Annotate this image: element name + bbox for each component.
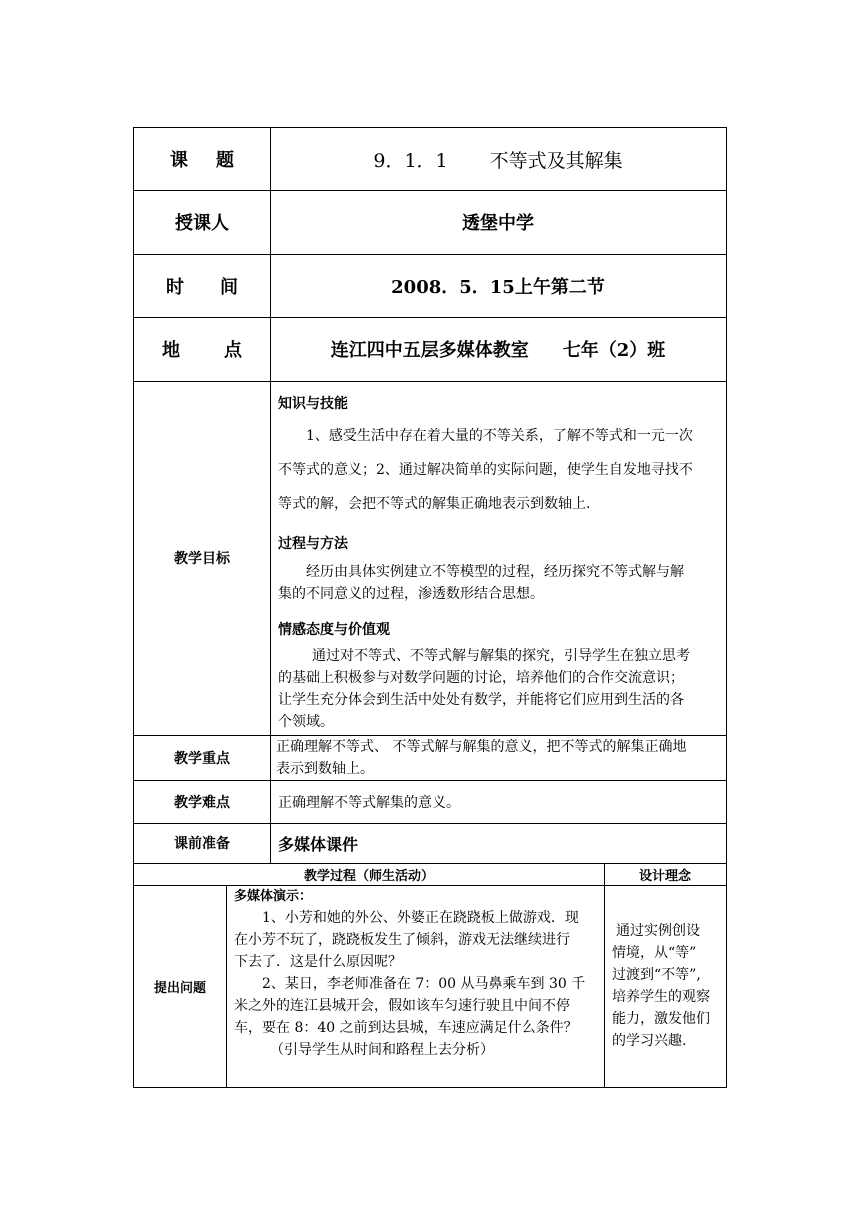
demo-title: 多媒体演示：	[234, 889, 313, 904]
key-points-label: 教学重点	[174, 750, 230, 767]
emotion-text: 通过对不等式、不等式解与解集的探究，引导学生在独立思考 的基础上积极参与对数学问题的讨论，培养他们的合作交流意识； 让学生充分体会到生活中处处有数学，并能将它们应用到生活的各 个领域。	[278, 648, 690, 730]
process-header-design: 设计理念	[638, 868, 691, 884]
teacher-label: 授课人	[175, 213, 229, 234]
emotion-title: 情感态度与价值观	[278, 622, 390, 638]
preparation-text: 多媒体课件	[278, 834, 359, 854]
course-title-value: 9．1．1 不等式及其解集	[373, 149, 623, 172]
time-label: 时 间	[166, 276, 238, 298]
preparation-label: 课前准备	[174, 836, 230, 852]
objectives-content	[278, 381, 722, 735]
process-header-activities: 教学过程（师生活动）	[303, 868, 434, 884]
question-content: 多媒体演示： 1、小芳和她的外公、外婆正在跷跷板上做游戏．现 在小芳不玩了，跷跷板发生了倾斜，游戏无法继续进行 下去了．这是什么原因呢？ 2、某日，李老师准备在 7：00 从马鼻乘车到 30 千 米之外的连江县城开会，假如该车匀速行驶且中间不停 车，要在 8：40 之前到达县城，车速应满足什么条件？ （引导学生从时间和路程上去分析）	[234, 887, 600, 1085]
process-title: 过程与方法	[278, 536, 348, 552]
location-label: 地 点	[162, 340, 242, 361]
lesson-plan-table	[133, 127, 727, 1088]
key-points-text: 正确理解不等式、 不等式解与解集的意义，把不等式的解集正确地 表示到数轴上。	[276, 739, 687, 777]
teacher-value: 透堡中学	[462, 213, 534, 234]
knowledge-text: 1、感受生活中存在着大量的不等关系，了解不等式和一元一次 不等式的意义；2、通过解决简单的实际问题，使学生自发地寻找不 等式的解，会把不等式的解集正确地表示到数轴上.	[278, 428, 693, 512]
difficulty-text: 正确理解不等式解集的意义。	[278, 794, 460, 811]
difficulty-label: 教学难点	[174, 794, 230, 811]
course-title-label: 课 题	[170, 150, 234, 171]
objectives-label: 教学目标	[174, 551, 230, 567]
time-value: 2008．5．15上午第二节	[391, 276, 605, 298]
process-text: 经历由具体实例建立不等模型的过程，经历探究不等式解与解 集的不同意义的过程，渗透数形结合思想。	[278, 564, 684, 602]
design-rationale: 通过实例创设 情境，从“等” 过渡到“不等”, 培养学生的观察 能力，激发他们 的学习兴趣.	[612, 923, 710, 1049]
knowledge-title: 知识与技能	[278, 396, 348, 412]
question-label: 提出问题	[153, 980, 206, 996]
location-value: 连江四中五层多媒体教室 七年（2）班	[330, 340, 666, 361]
